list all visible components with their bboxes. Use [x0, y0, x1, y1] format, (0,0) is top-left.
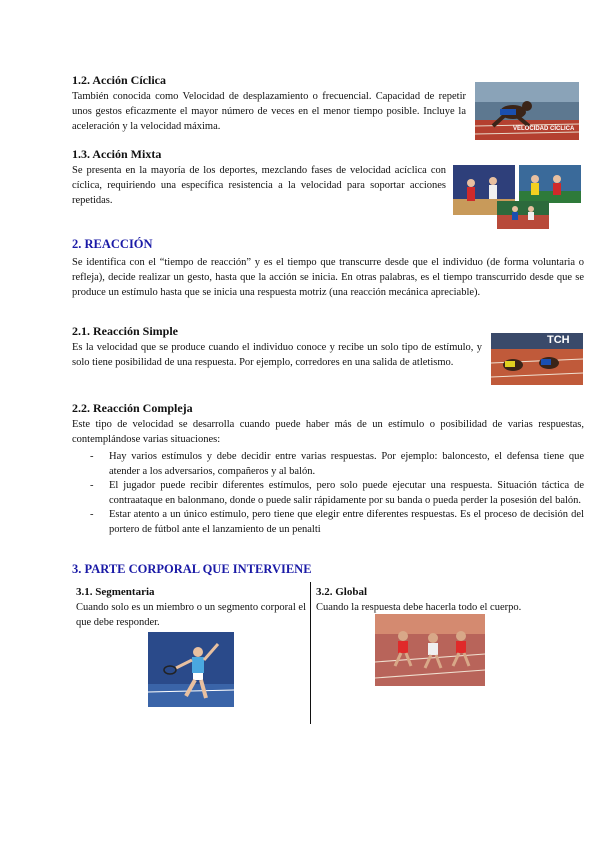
sprinter-image: [475, 82, 579, 140]
section-title: 2.1. Reacción Simple: [72, 324, 178, 338]
subsection-title: 3.2. Global: [316, 586, 368, 598]
mixed-sports-collage-image: [453, 165, 581, 229]
section-reaccion-compleja: [72, 401, 584, 537]
section-title: 1.2. Acción Cíclica: [72, 73, 166, 87]
section-title: 2.2. Reacción Compleja: [72, 401, 193, 415]
image-caption: VELOCIDAD CÍCLICA: [513, 126, 575, 132]
runners-image: [375, 614, 485, 686]
list-item: - El jugador puede recibir diferentes estímulos, pero solo puede ejecutar una respuesta. Situación táctica de contraataque en balonmano, donde o puede salir rápidamente por su banda o pueda perder la posesión del balón.: [90, 480, 584, 506]
subsection-global: [316, 585, 586, 615]
section-text: Se identifica con el “tiempo de reacción” y es el tiempo que transcurre desde que el individuo (de forma voluntaria o refleja), decide realizar un gesto, hasta que la acción se inicia. En otras palabras, es el tiempo transcurrido desde que se produce un estímulo hasta que se inicia una respuesta motriz (una reacción mecánica apreciable).: [72, 257, 584, 298]
section-parte-corporal: [72, 562, 584, 577]
subsection-text: Cuando solo es un miembro o un segmento corporal el que debe responder.: [76, 602, 306, 628]
section-text: Este tipo de velocidad se desarrolla cuando puede haber más de un estímulo o posibilidad de varias respuestas, contemplándose varias situaciones:: [72, 419, 584, 445]
column-divider: [310, 582, 311, 724]
subsection-title: 3.1. Segmentaria: [76, 586, 155, 598]
list-item: - Hay varios estímulos y debe decidir entre varias respuestas. Por ejemplo: baloncesto, el defensa tiene que atender a los adversarios, compañeros y al balón.: [90, 451, 584, 477]
subsection-text: Cuando la respuesta debe hacerla todo el cuerpo.: [316, 602, 522, 613]
image-overlay-text: TCH: [547, 334, 570, 346]
section-title: 1.3. Acción Mixta: [72, 147, 162, 161]
section-accion-ciclica: [72, 73, 466, 134]
section-reaccion: [72, 237, 584, 300]
tennis-serve-image: [148, 632, 234, 707]
section-heading: 2. REACCIÓN: [72, 237, 153, 251]
section-text: Se presenta en la mayoría de los deportes, mezclando fases de velocidad acíclica con cíclica, requiriendo una específica resistencia a la velocidad para soportar acciones repetidas.: [72, 165, 446, 206]
section-accion-mixta: [72, 147, 446, 208]
section-text: Es la velocidad que se produce cuando el individuo conoce y recibe un solo tipo de estímulo, y solo tiene posibilidad de una respuesta. Por ejemplo, corredores en una salida de atletismo.: [72, 342, 482, 368]
section-text: También conocida como Velocidad de desplazamiento o frecuencial. Capacidad de repetir unos gestos eficazmente el mayor número de veces en el menor tiempo posible. Incluye la aceleración y la velocidad máxima.: [72, 91, 466, 132]
section-heading: 3. PARTE CORPORAL QUE INTERVIENE: [72, 562, 312, 576]
situations-list: [72, 450, 584, 537]
sprint-start-image: [491, 333, 583, 385]
subsection-segmentaria: [76, 585, 306, 630]
list-item: - Estar atento a un único estímulo, pero tiene que elegir entre diferentes respuestas. Es el proceso de decisión del portero de fútbol ante el lanzamiento de un penalti: [90, 509, 584, 535]
section-reaccion-simple: [72, 324, 482, 370]
